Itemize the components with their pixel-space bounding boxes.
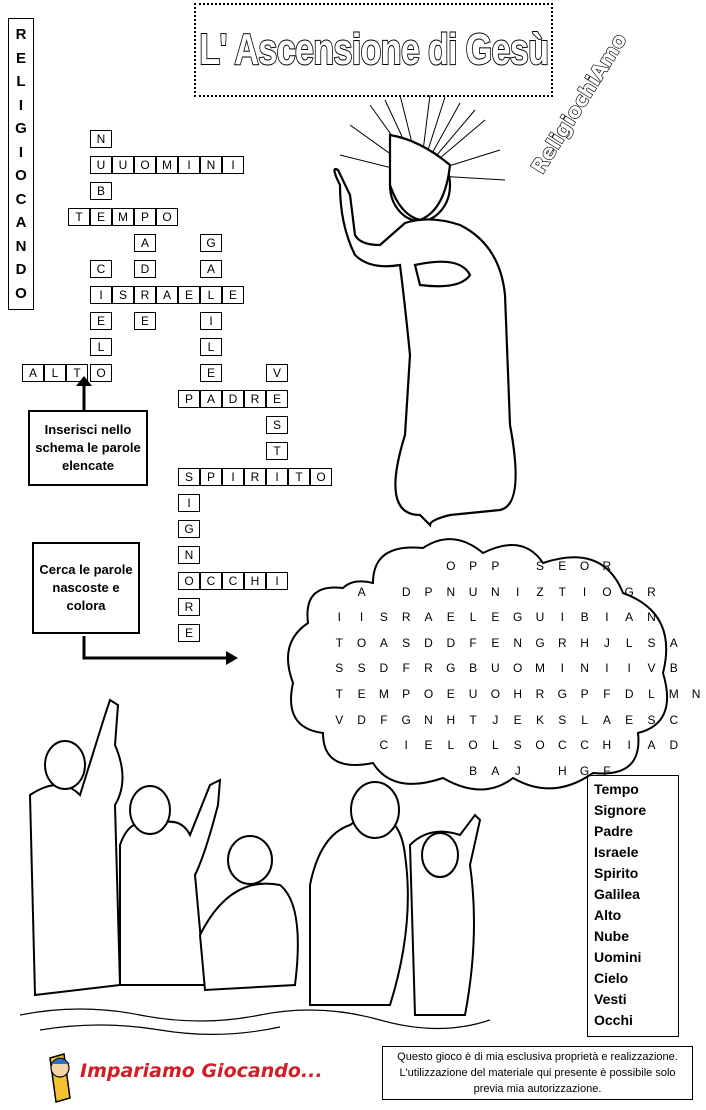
word-search-letter: T [335, 635, 343, 650]
crossword-cell: P [134, 208, 156, 226]
word-search-letter: O [579, 559, 590, 573]
crossword-cell: E [178, 286, 200, 304]
word-search-letter: P [402, 687, 411, 701]
crossword-cell: C [222, 572, 244, 590]
crossword-cell: I [178, 494, 200, 512]
arrow-up-icon [72, 376, 96, 412]
word-search-letter: F [402, 661, 410, 676]
word-search-letter: E [491, 610, 500, 625]
word-search-letter: I [560, 610, 564, 625]
page-title: L' Ascensione di Gesù [198, 25, 549, 74]
word-search-letter: E [513, 712, 522, 727]
crossword-cell: E [266, 390, 288, 408]
crossword-cell: C [90, 260, 112, 278]
word-search-letter: S [647, 635, 656, 650]
word-search-letter: G [446, 661, 456, 676]
word-search-letter: O [356, 635, 367, 650]
word-search-letter: A [357, 584, 366, 599]
crossword-cell: E [134, 312, 156, 330]
crossword-cell: S [112, 286, 134, 304]
crossword-cell: A [134, 234, 156, 252]
word-search-letter: O [535, 738, 545, 753]
word-search-letter: H [580, 635, 589, 650]
word-search-letter: S [558, 712, 567, 727]
word-search-letter: K [535, 712, 544, 727]
instruction-insert-text: Inserisci nello schema le parole elencate [35, 422, 141, 473]
word-search-letter: I [627, 738, 631, 753]
crossword-cell: N [90, 130, 112, 148]
word-search-letter: I [560, 661, 564, 676]
word-list-item: Israele [594, 844, 639, 860]
crossword-cell: E [178, 624, 200, 642]
crossword-cell: V [266, 364, 288, 382]
word-search-letter: I [516, 584, 520, 599]
word-search-letter: E [491, 635, 500, 650]
word-list-item: Vesti [594, 991, 627, 1007]
word-search-letter: A [669, 635, 678, 650]
word-search-letter: L [492, 738, 499, 753]
word-search-letter: G [624, 584, 634, 599]
crossword-cell: A [200, 260, 222, 278]
crossword-cell: O [90, 364, 112, 382]
word-search-letter: S [379, 610, 388, 625]
word-search-letter: P [424, 584, 433, 599]
copyright-notice: Questo gioco è di mia esclusiva proprietà e realizzazione. L'utilizzazione del materiale qui presente è possibile solo previa mia autorizzazione. [382, 1046, 693, 1100]
word-search-letter: H [557, 763, 567, 778]
word-search-letter: N [446, 584, 456, 599]
word-search-letter: I [605, 610, 609, 625]
word-search-letter: B [669, 661, 678, 676]
title-frame [194, 3, 553, 97]
word-search-letter: G [513, 610, 523, 625]
crossword-cell: S [266, 416, 288, 434]
word-search-letter: O [490, 687, 501, 701]
crossword-cell: P [178, 390, 200, 408]
word-search-letter: D [424, 635, 433, 650]
word-search-letter: A [379, 635, 388, 650]
word-list-item: Nube [594, 928, 629, 944]
word-search-letter: S [535, 559, 544, 573]
word-search-letter: S [402, 635, 411, 650]
crossword-cell: N [200, 156, 222, 174]
word-search-letter: D [357, 712, 366, 727]
instruction-insert-box [28, 410, 148, 486]
word-search-letter: F [469, 635, 477, 650]
crossword-cell: R [244, 468, 266, 486]
word-search-letter: D [446, 635, 456, 650]
crossword-cell: E [222, 286, 244, 304]
crossword-cell: U [112, 156, 134, 174]
crossword-cell: O [134, 156, 156, 174]
word-search-letter: R [535, 687, 545, 701]
instruction-search-box [32, 542, 140, 634]
side-label-letter: G [15, 120, 27, 138]
crossword-cell: S [178, 468, 200, 486]
word-list [587, 775, 679, 1037]
word-list-item: Tempo [594, 781, 639, 797]
side-label-letter: C [15, 190, 27, 208]
word-search-letter: N [513, 635, 523, 650]
word-search-letter: O [423, 687, 434, 701]
crossword-cell: D [134, 260, 156, 278]
side-label-letter: I [18, 96, 24, 114]
crossword-cell: I [200, 312, 222, 330]
crossword-cell: G [200, 234, 222, 252]
word-search-letter: D [401, 584, 411, 599]
word-search-letter: P [580, 687, 589, 701]
word-list-item: Signore [594, 802, 647, 818]
word-list-item: Cielo [594, 970, 629, 986]
word-list-item: Occhi [594, 1012, 633, 1028]
word-list-item: Uomini [594, 949, 642, 965]
word-search-letter: V [335, 712, 344, 727]
word-search-letter: O [468, 738, 478, 753]
word-search-letter: G [535, 635, 545, 650]
word-search-letter: H [446, 712, 456, 727]
word-search-letter: B [580, 610, 589, 625]
instruction-search-text: Cerca le parole nascoste e colora [39, 562, 133, 613]
side-vertical-label [8, 18, 34, 310]
crossword-cell: L [90, 338, 112, 356]
word-search-letter: F [603, 763, 611, 778]
side-label-letter: E [15, 49, 26, 67]
word-search-letter: M [378, 687, 389, 701]
arrow-right-icon [80, 636, 240, 666]
word-search-letter: S [513, 738, 522, 753]
word-search-letter: F [603, 687, 611, 701]
word-search-letter: L [447, 738, 455, 753]
word-search-letter: B [469, 763, 478, 778]
word-search-letter: A [625, 610, 634, 625]
word-search-letter: C [669, 712, 679, 727]
crossword-cell: A [200, 390, 222, 408]
word-search-letter: L [648, 687, 655, 701]
side-label-letter: N [15, 237, 27, 255]
word-search-letter: E [446, 687, 455, 701]
side-label-letter: L [16, 73, 26, 91]
crossword-cell: G [178, 520, 200, 538]
crossword-cell: I [222, 156, 244, 174]
crossword-cell: P [200, 468, 222, 486]
word-search-letter: N [424, 712, 433, 727]
word-search-letter: E [357, 687, 366, 701]
jesus-illustration [310, 95, 560, 535]
word-search-letter: H [602, 738, 612, 753]
crossword-cell: I [266, 572, 288, 590]
side-label-letter: R [15, 26, 27, 44]
word-search-letter: N [491, 584, 500, 599]
crossword-cell: E [90, 312, 112, 330]
side-label-letter: I [18, 143, 24, 161]
crossword-cell: D [222, 390, 244, 408]
word-search-letter: A [647, 738, 656, 753]
crossword-cell: O [178, 572, 200, 590]
word-search-letter: T [335, 687, 343, 701]
crossword-cell: L [200, 286, 222, 304]
crossword-cell: N [178, 546, 200, 564]
word-search-letter: Z [536, 584, 544, 599]
crossword-cell: O [156, 208, 178, 226]
word-search-letter: V [647, 661, 656, 676]
word-search-letter: M [668, 687, 679, 701]
word-search-letter: N [580, 661, 589, 676]
word-search-letter: P [469, 559, 478, 573]
crossword-cell: I [266, 468, 288, 486]
word-search-letter: C [580, 738, 589, 753]
word-search-letter: E [446, 610, 455, 625]
word-search-letter: J [603, 635, 610, 650]
word-search-letter: P [491, 559, 500, 573]
crossword-cell: T [66, 364, 88, 382]
word-search-letter: E [558, 559, 567, 573]
crossword-cell: I [222, 468, 244, 486]
crossword-cell: L [44, 364, 66, 382]
word-search-letter: G [557, 687, 567, 701]
word-search-letter: H [513, 687, 523, 701]
word-search-letter: S [357, 661, 366, 676]
word-search-letter: A [491, 763, 500, 778]
word-search-letter: E [424, 738, 433, 753]
word-search-letter: L [469, 610, 477, 625]
word-search-letter: F [380, 712, 388, 727]
word-search-letter: T [469, 712, 477, 727]
crossword-cell: M [112, 208, 134, 226]
brand-logo: Impariamo Giocando... [80, 1060, 323, 1082]
word-list-item: Spirito [594, 865, 639, 881]
word-search-letter: D [669, 738, 679, 753]
crossword-cell: E [200, 364, 222, 382]
word-search-letter: I [337, 610, 341, 625]
word-search-letter: E [625, 712, 634, 727]
word-list-item: Galilea [594, 886, 640, 902]
crossword-cell: T [288, 468, 310, 486]
disciples-illustration [20, 685, 490, 1035]
word-search-letter: U [491, 661, 500, 676]
word-search-letter: I [605, 661, 609, 676]
crossword-cell: A [22, 364, 44, 382]
word-search-letter: T [558, 584, 566, 599]
word-search-letter: G [579, 763, 590, 778]
word-search-letter: C [557, 738, 567, 753]
word-search-letter: N [647, 610, 656, 625]
pencil-kid-logo-icon [40, 1048, 76, 1104]
crossword-cell: L [200, 338, 222, 356]
side-label-letter: A [15, 214, 27, 232]
word-search-letter: R [424, 661, 433, 676]
crossword-cell: C [200, 572, 222, 590]
crossword-cell: H [244, 572, 266, 590]
crossword-cell: A [156, 286, 178, 304]
word-search-letter: O [513, 661, 523, 676]
crossword-cell: R [244, 390, 266, 408]
word-search-letter: J [492, 712, 499, 727]
word-search-letter: A [602, 712, 611, 727]
word-search-letter: I [582, 584, 587, 599]
word-search-letter: S [335, 661, 344, 676]
crossword-cell: R [178, 598, 200, 616]
word-search-letter: G [401, 712, 411, 727]
word-search-letter: U [468, 584, 478, 599]
crossword-cell: T [68, 208, 90, 226]
word-search-letter: M [535, 661, 545, 676]
crossword-cell: O [310, 468, 332, 486]
word-search-letter: D [624, 687, 634, 701]
word-search-letter: R [647, 584, 656, 599]
word-search-letter: D [379, 661, 389, 676]
word-search-letter: I [359, 610, 364, 625]
religiochiamo-watermark: ReligiochiAmo [526, 28, 632, 178]
word-search-letter: O [602, 584, 612, 599]
crossword-cell: I [90, 286, 112, 304]
word-search-letter: C [379, 738, 389, 753]
word-search-letter: B [469, 661, 478, 676]
crossword-cell: M [156, 156, 178, 174]
word-search-letter: O [446, 559, 456, 573]
word-search-letter: U [468, 687, 478, 701]
crossword-cell: T [266, 442, 288, 460]
crossword-cell: E [90, 208, 112, 226]
word-search-letter: S [647, 712, 656, 727]
word-search-letter: L [625, 635, 633, 650]
word-search-letter: R [557, 635, 567, 650]
side-label-letter: O [15, 167, 27, 185]
word-search-letter: R [602, 559, 612, 573]
word-search-letter: I [404, 738, 408, 753]
side-label-letter: D [15, 261, 27, 279]
word-search-letter: U [535, 610, 545, 625]
crossword-cell: I [178, 156, 200, 174]
word-list-item: Padre [594, 823, 633, 839]
crossword-cell: U [90, 156, 112, 174]
word-search-letter: A [424, 610, 433, 625]
word-search-letter: I [627, 661, 631, 676]
word-search-letter: N [691, 687, 701, 701]
word-search-letter: R [401, 610, 411, 625]
side-label-letter: O [15, 284, 27, 302]
crossword-cell: B [90, 182, 112, 200]
crossword-cell: R [134, 286, 156, 304]
word-list-item: Alto [594, 907, 622, 923]
word-search-letter: J [514, 763, 521, 778]
word-search-letter: L [581, 712, 588, 727]
